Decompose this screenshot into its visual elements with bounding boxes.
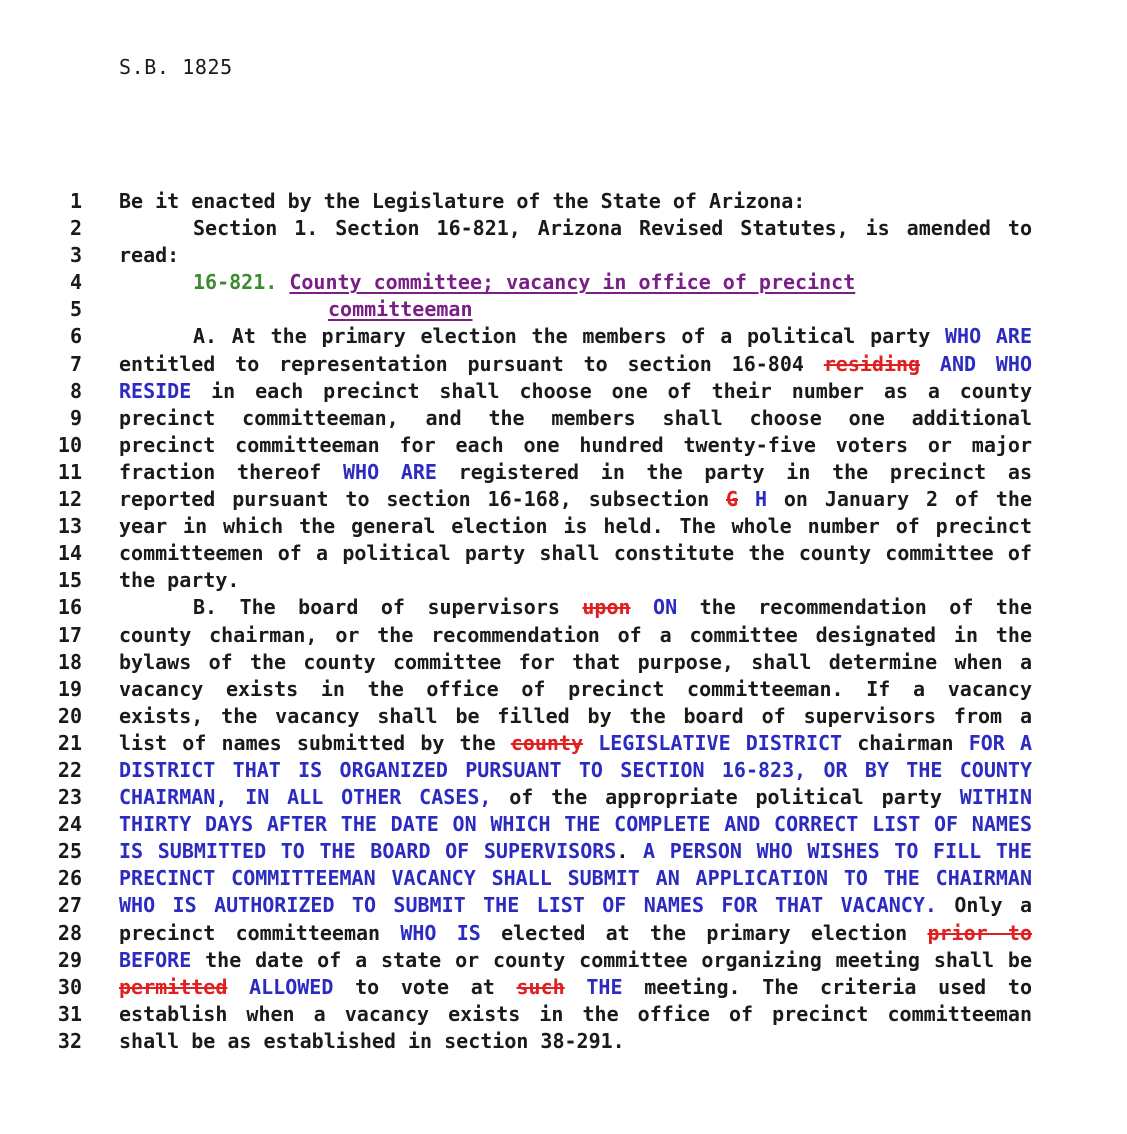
inserted-text: A PERSON WHO WISHES TO FILL THE	[643, 839, 1032, 864]
line-number: 20	[57, 703, 82, 728]
inserted-text: IS SUBMITTED TO THE BOARD OF SUPERVISORS	[119, 839, 617, 864]
line-number: 10	[57, 432, 82, 457]
section-heading: committeeman	[328, 297, 473, 322]
text-line	[0, 459, 1127, 486]
text-segment	[738, 487, 755, 511]
text-segment: year in which the general election is held. The whole number of precinct	[119, 514, 1032, 539]
line-text	[119, 242, 1032, 269]
text-line	[0, 920, 1127, 947]
line-number: 14	[57, 541, 82, 566]
line-number: 31	[57, 1001, 82, 1026]
text-segment: the recommendation of the	[677, 595, 1032, 620]
line-text	[119, 730, 1032, 757]
line-number: 8	[69, 378, 82, 403]
text-line	[0, 1001, 1127, 1028]
text-line	[0, 838, 1127, 865]
text-line	[0, 269, 1127, 296]
line-text	[119, 432, 1032, 459]
line-number: 6	[69, 324, 82, 349]
line-text	[119, 540, 1032, 567]
text-line	[0, 540, 1127, 567]
line-number: 21	[57, 730, 82, 755]
text-line	[0, 703, 1127, 730]
inserted-text: CHAIRMAN, IN ALL OTHER CASES,	[119, 785, 492, 810]
line-text	[119, 811, 1032, 838]
text-line	[0, 947, 1127, 974]
text-segment: shall be as established in section 38-291.	[119, 1028, 625, 1053]
text-segment: B. The board of supervisors	[193, 595, 583, 620]
text-segment: establish when a vacancy exists in the office of precinct committeeman	[119, 1001, 1032, 1026]
text-segment: precinct committeeman	[119, 920, 401, 945]
line-number: 9	[69, 405, 82, 430]
line-number: 7	[69, 351, 82, 376]
text-line	[0, 188, 1127, 215]
line-number: 23	[57, 785, 82, 810]
line-text	[119, 405, 1032, 432]
text-segment: on January 2 of the	[766, 487, 1032, 512]
text-line	[0, 1028, 1127, 1055]
text-segment: entitled to representation pursuant to section 16-804	[119, 351, 824, 376]
inserted-text: THE	[586, 974, 623, 999]
line-number: 29	[57, 947, 82, 972]
line-text	[119, 676, 1032, 703]
text-segment: county chairman, or the recommendation of a committee designated in the	[119, 622, 1032, 647]
deleted-text: such	[516, 974, 565, 999]
text-segment	[583, 731, 598, 755]
text-segment: fraction thereof	[119, 459, 344, 484]
inserted-text: WHO IS AUTHORIZED TO SUBMIT THE LIST OF NAMES FOR THAT VACANCY.	[119, 893, 937, 918]
inserted-text: BEFORE	[119, 947, 192, 972]
text-line	[0, 757, 1127, 784]
text-line	[0, 676, 1127, 703]
line-text	[119, 351, 1032, 378]
text-segment: exists, the vacancy shall be filled by the board of supervisors from a	[119, 703, 1032, 728]
line-number: 2	[69, 216, 82, 241]
text-segment: read:	[119, 243, 180, 268]
line-number: 19	[57, 676, 82, 701]
line-number: 28	[57, 920, 82, 945]
text-segment: chairman	[842, 730, 969, 755]
inserted-text: AND WHO	[939, 351, 1032, 376]
line-text	[119, 920, 1032, 947]
line-number: 24	[57, 812, 82, 837]
text-line	[0, 784, 1127, 811]
deleted-text: G	[726, 487, 739, 512]
inserted-text: LEGISLATIVE DISTRICT	[598, 730, 843, 755]
text-line	[0, 215, 1127, 242]
text-line	[0, 865, 1127, 892]
deleted-text: upon	[582, 595, 631, 620]
text-line	[0, 378, 1127, 405]
deleted-text: residing	[823, 351, 921, 376]
text-segment: of the appropriate political party	[491, 785, 960, 810]
text-line	[0, 323, 1127, 350]
deleted-text: permitted	[119, 974, 228, 999]
line-number: 16	[57, 595, 82, 620]
line-number: 18	[57, 649, 82, 674]
section-number: 16-821.	[193, 270, 290, 295]
line-text	[119, 947, 1032, 974]
text-line	[0, 513, 1127, 540]
text-line	[0, 730, 1127, 757]
line-number: 12	[57, 487, 82, 512]
line-text	[119, 296, 1032, 323]
text-segment: precinct committeeman for each one hundred twenty-five voters or major	[119, 432, 1032, 457]
text-line	[0, 567, 1127, 594]
line-text	[119, 269, 1032, 296]
line-text	[119, 567, 1032, 594]
text-segment: Only a	[936, 893, 1032, 918]
text-segment: reported pursuant to section 16-168, subsection	[119, 487, 726, 512]
line-text	[119, 594, 1032, 621]
text-segment: list of names submitted by the	[119, 730, 511, 755]
line-number: 11	[57, 459, 82, 484]
line-text	[119, 513, 1032, 540]
text-segment: meeting. The criteria used to	[622, 974, 1033, 999]
inserted-text: DISTRICT THAT IS ORGANIZED PURSUANT TO SECTION 16-823, OR BY THE COUNTY	[119, 757, 1032, 782]
text-line	[0, 811, 1127, 838]
line-number: 5	[69, 297, 82, 322]
inserted-text: ALLOWED	[249, 974, 334, 999]
text-segment: elected at the primary election	[480, 920, 928, 945]
inserted-text: WHO ARE	[343, 459, 437, 484]
text-line	[0, 351, 1127, 378]
text-line	[0, 405, 1127, 432]
section-heading: County committee; vacancy in office of precinct	[289, 270, 856, 295]
text-line	[0, 622, 1127, 649]
text-segment	[565, 975, 587, 999]
text-segment: vacancy exists in the office of precinct committeeman. If a vacancy	[119, 676, 1032, 701]
bill-text	[0, 188, 1127, 1055]
line-text	[119, 323, 1032, 350]
line-text	[119, 974, 1032, 1001]
deleted-text: prior to	[927, 920, 1033, 945]
line-number: 15	[57, 568, 82, 593]
line-number: 17	[57, 622, 82, 647]
inserted-text: WITHIN	[959, 785, 1032, 810]
inserted-text: WHO IS	[400, 920, 481, 945]
line-text	[119, 622, 1032, 649]
inserted-text: RESIDE	[119, 378, 192, 403]
text-segment: Section 1. Section 16-821, Arizona Revised Statutes, is amended to	[193, 216, 1032, 241]
line-number: 3	[69, 243, 82, 268]
text-line	[0, 242, 1127, 269]
line-text	[119, 703, 1032, 730]
deleted-text: county	[510, 730, 584, 755]
inserted-text: FOR A	[968, 730, 1032, 755]
text-segment: bylaws of the county committee for that purpose, shall determine when a	[119, 649, 1032, 674]
line-number: 13	[57, 514, 82, 539]
bill-number: S.B. 1825	[119, 55, 233, 79]
line-number: 26	[57, 866, 82, 891]
text-line	[0, 649, 1127, 676]
inserted-text: H	[754, 487, 767, 512]
line-text	[119, 838, 1032, 865]
text-segment: precinct committeeman, and the members shall choose one additional	[119, 405, 1032, 430]
line-text	[119, 486, 1032, 513]
text-line	[0, 432, 1127, 459]
text-segment	[227, 975, 249, 999]
line-text	[119, 757, 1032, 784]
line-number: 22	[57, 757, 82, 782]
line-number: 4	[69, 270, 82, 295]
line-text	[119, 865, 1032, 892]
line-text	[119, 188, 1032, 215]
line-text	[119, 892, 1032, 919]
line-text	[119, 378, 1032, 405]
text-line	[0, 486, 1127, 513]
line-text	[119, 1028, 1032, 1055]
text-line	[0, 296, 1127, 323]
text-segment: the date of a state or county committee organizing meeting shall be	[191, 947, 1032, 972]
text-line	[0, 892, 1127, 919]
inserted-text: THIRTY DAYS AFTER THE DATE ON WHICH THE COMPLETE AND CORRECT LIST OF NAMES	[119, 812, 1032, 837]
line-number: 32	[57, 1028, 82, 1053]
text-line	[0, 594, 1127, 621]
text-segment: Be it enacted by the Legislature of the State of Arizona:	[119, 189, 806, 213]
line-text	[119, 1001, 1032, 1028]
text-segment: registered in the party in the precinct as	[436, 459, 1032, 484]
text-segment: to vote at	[333, 974, 517, 999]
line-text	[119, 649, 1032, 676]
line-text	[119, 784, 1032, 811]
text-segment	[920, 352, 940, 376]
text-segment: committeemen of a political party shall constitute the county committee of	[119, 541, 1032, 566]
text-segment: A. At the primary election the members of a political party	[193, 324, 946, 349]
text-segment: the party.	[119, 568, 240, 593]
line-text	[119, 459, 1032, 486]
inserted-text: ON	[653, 595, 678, 620]
text-segment	[631, 595, 654, 619]
line-number: 30	[57, 974, 82, 999]
text-segment: in each precinct shall choose one of their number as a county	[191, 378, 1032, 403]
line-number: 25	[57, 839, 82, 864]
line-number: 27	[57, 893, 82, 918]
text-line	[0, 974, 1127, 1001]
text-segment: .	[616, 839, 644, 864]
inserted-text: PRECINCT COMMITTEEMAN VACANCY SHALL SUBMIT AN APPLICATION TO THE CHAIRMAN	[119, 866, 1032, 891]
line-text	[119, 215, 1032, 242]
line-number: 1	[69, 189, 82, 213]
inserted-text: WHO ARE	[945, 324, 1032, 349]
